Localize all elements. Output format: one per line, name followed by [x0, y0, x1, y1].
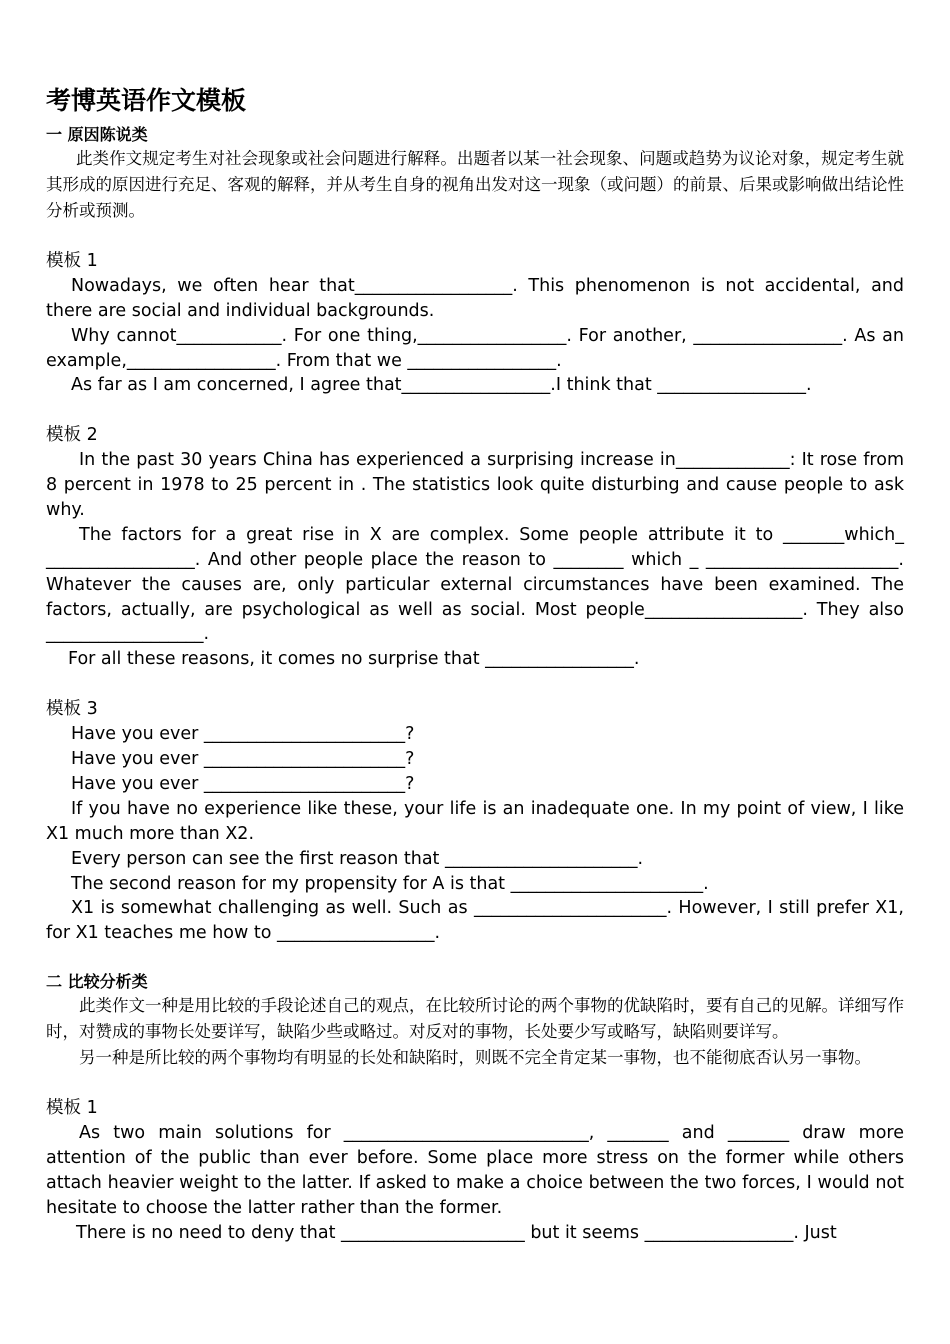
section-2-template-1-label: 模板 1 — [46, 1098, 98, 1119]
s2-t1-paragraph-1: As two main solutions for ____________________________, _______ and _______ draw more attention of the public than ever before. Some place more stress on the former while others attach heavier weight to the latter. If asked to make a choice between the two forces, I would not hesitate to choose the latter rather than the former. — [46, 1122, 904, 1218]
section-1-template-2-label: 模板 2 — [46, 425, 98, 446]
s1-t1-paragraph-2: Why cannot____________. For one thing,_________________. For another, _________________. As an example,_________________. From that we _________________. — [46, 325, 904, 371]
s1-t3-question-1: Have you ever _______________________? — [71, 724, 415, 745]
s1-t3-paragraph-1: If you have no experience like these, your life is an inadequate one. In my point of view, I like X1 much more than X2. — [46, 798, 904, 844]
s1-t3-question-3: Have you ever _______________________? — [71, 773, 415, 794]
s1-t3-question-2: Have you ever _______________________? — [71, 748, 415, 769]
s1-t2-paragraph-2: The factors for a great rise in X are complex. Some people attribute it to _______which_ _________________. And other people place the reason to ________ which _ ______________________. Whatever the causes are, only particular external circumstances have been examined. The factors, actually, are psychological as well as social. Most people__________________. They also __________________. — [46, 524, 904, 645]
s1-t3-paragraph-2: Every person can see the first reason that ______________________. — [71, 848, 644, 869]
s1-t1-paragraph-1: Nowadays, we often hear that__________________. This phenomenon is not accidental, and there are social and individual backgrounds. — [46, 275, 904, 321]
section-1-template-1-label: 模板 1 — [46, 250, 98, 271]
section-1-intro: 此类作文规定考生对社会现象或社会问题进行解释。出题者以某一社会现象、问题或趋势为议论对象，规定考生就其形成的原因进行充足、客观的解释，并从考生自身的视角出发对这一现象（或问题）的前景、后果或影响做出结论性分析或预测。 — [46, 149, 904, 220]
section-1-heading: 一 原因陈说类 — [46, 125, 148, 144]
section-2-intro-1: 此类作文一种是用比较的手段论述自己的观点，在比较所讨论的两个事物的优缺陷时，要有自己的见解。详细写作时，对赞成的事物长处要详写，缺陷少些或略过。对反对的事物，长处要少写或略写，缺陷则要详写。 — [46, 996, 904, 1042]
section-1-template-3-label: 模板 3 — [46, 699, 98, 720]
s1-t3-paragraph-3: The second reason for my propensity for A is that ______________________. — [71, 873, 709, 894]
document-page — [46, 82, 904, 1245]
s1-t1-paragraph-3: As far as I am concerned, I agree that_________________.I think that _________________. — [71, 375, 812, 396]
section-2-intro-2: 另一种是所比较的两个事物均有明显的长处和缺陷时，则既不完全肯定某一事物，也不能彻底否认另一事物。 — [79, 1048, 871, 1068]
s1-t2-paragraph-3: For all these reasons, it comes no surprise that _________________. — [68, 649, 640, 670]
s1-t2-paragraph-1: In the past 30 years China has experienced a surprising increase in_____________: It rose from 8 percent in 1978 to 25 percent in . The statistics look quite disturbing and cause people to ask why. — [46, 450, 904, 520]
document-title: 考博英语作文模板 — [46, 86, 247, 115]
section-2-heading: 二 比较分析类 — [46, 972, 148, 992]
s1-t3-paragraph-4: X1 is somewhat challenging as well. Such as ______________________. However, I still prefer X1, for X1 teaches me how to __________________. — [46, 898, 904, 944]
s2-t1-paragraph-2: There is no need to deny that _____________________ but it seems _________________. Just — [76, 1222, 837, 1243]
